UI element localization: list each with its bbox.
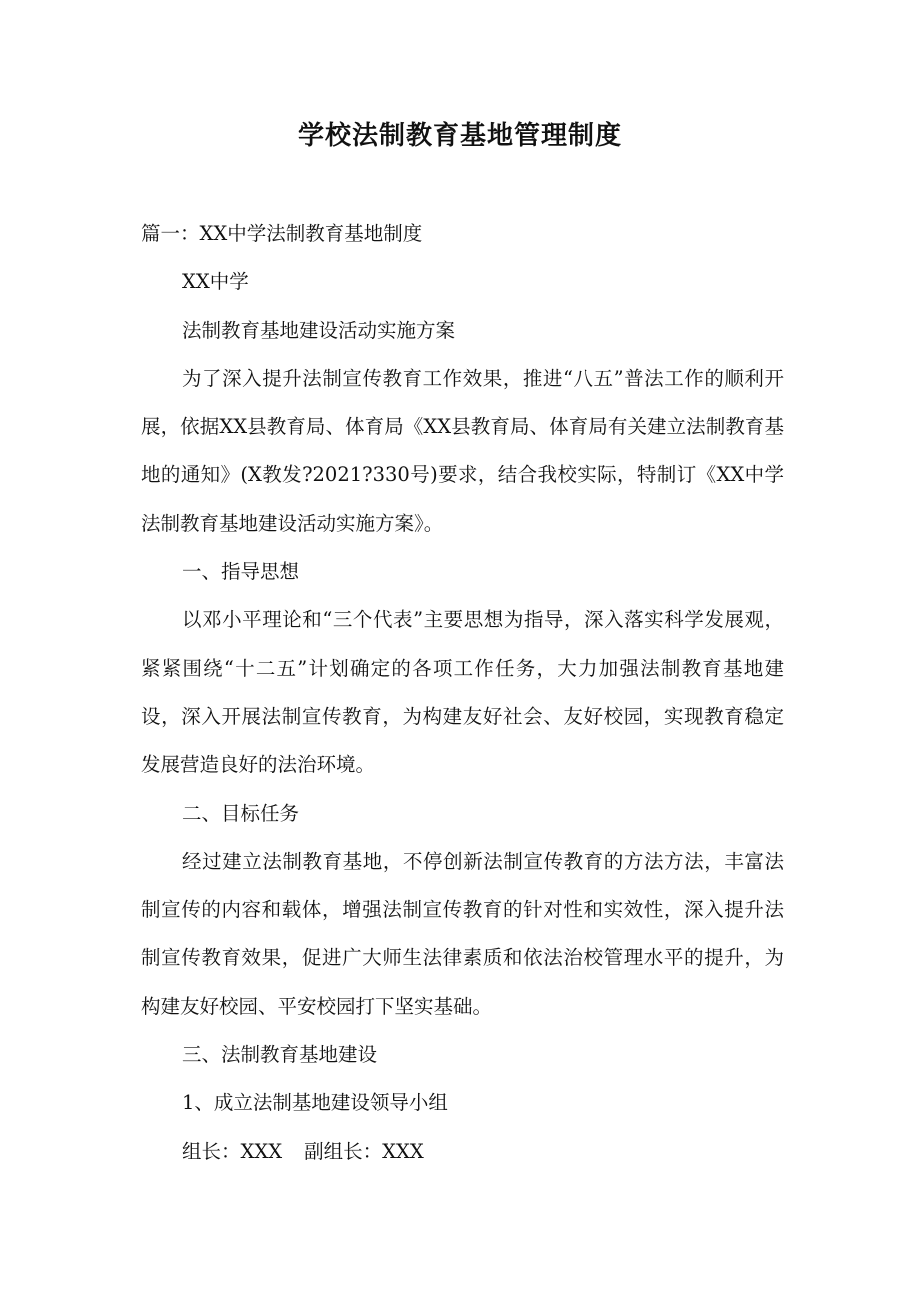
heading-guiding-thought: 一、指导思想: [182, 560, 300, 584]
heading-goals: 二、目标任务: [182, 801, 300, 825]
leaders-line: [141, 1128, 784, 1176]
plan-title: 法制教育基地建设活动实施方案: [182, 318, 456, 342]
deputy-leader-label: 副组长：XXX: [304, 1139, 424, 1163]
heading-base-construction: 三、法制教育基地建设: [182, 1043, 378, 1067]
section-heading: 篇一：XX中学法制教育基地制度: [141, 222, 423, 245]
document-title: 学校法制教育基地管理制度: [297, 121, 622, 151]
guiding-thought-paragraph: 以邓小平理论和“三个代表”主要思想为指导，深入落实科学发展观，紧紧围绕“十二五”计划确定的各项工作任务，大力加强法制教育基地建设，深入开展法制宣传教育，为构建友好社会、友好校园，实现教育稳定发展营造良好的法治环境。: [141, 608, 784, 777]
subheading-leadership-group: 1、成立法制基地建设领导小组: [182, 1091, 448, 1115]
intro-paragraph: 为了深入提升法制宣传教育工作效果，推进“八五”普法工作的顺利开展，依据XX县教育局、体育局《XX县教育局、体育局有关建立法制教育基地的通知》(X教发?2021?330号)要求，结合我校实际，特制订《XX中学法制教育基地建设活动实施方案》。: [141, 366, 784, 535]
document-body: [141, 210, 784, 1176]
leader-label: 组长：XXX: [182, 1139, 283, 1163]
goals-paragraph: 经过建立法制教育基地，不停创新法制宣传教育的方法方法，丰富法制宣传的内容和载体，增强法制宣传教育的针对性和实效性，深入提升法制宣传教育效果，促进广大师生法律素质和依法治校管理水平的提升，为构建友好校园、平安校园打下坚实基础。: [141, 849, 784, 1018]
school-name: XX中学: [182, 270, 249, 294]
